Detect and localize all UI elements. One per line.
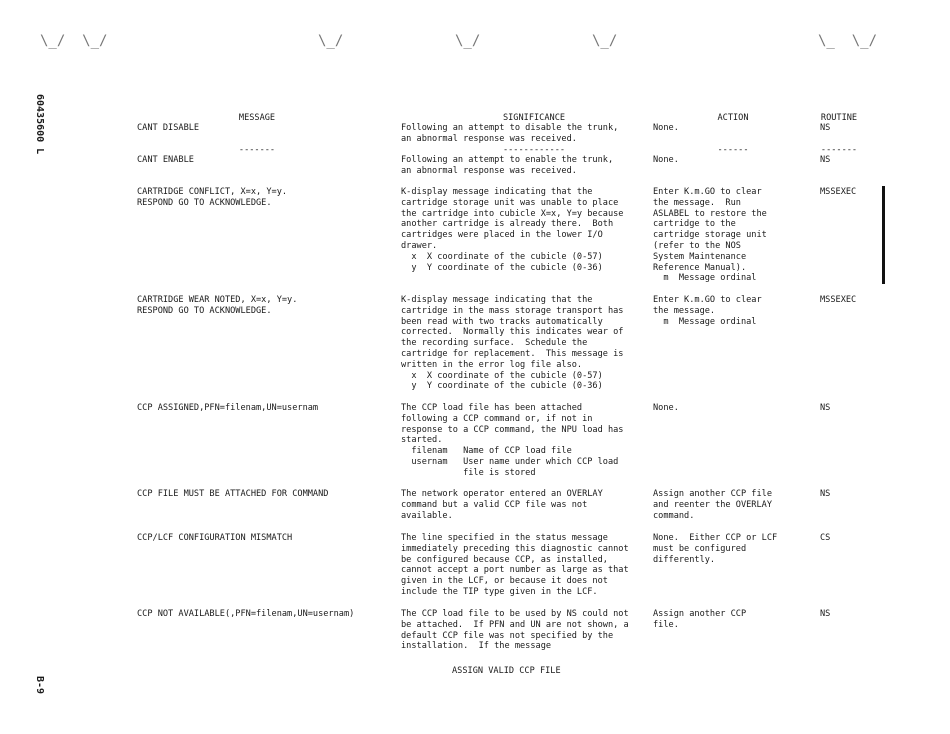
text-line: The CCP load file to be used by NS could not [401,609,629,619]
text-line: be attached. If PFN and UN are not shown, a [401,619,629,630]
routine-cell: CS [820,533,831,543]
text-line: filenam Name of CCP load file [401,446,572,457]
action-cell [653,489,813,521]
text-line: include the TIP type given in the LCF. [401,586,598,597]
text-line: installation. If the message [401,641,552,652]
text-line: following a CCP command or, if not in [401,413,593,424]
message-cell [137,155,397,166]
significance-cell [401,295,646,392]
text-line: CCP NOT AVAILABLE(,PFN=filenam,UN=usernam) [137,609,355,619]
page-number: B-9 [34,676,45,695]
header-significance: SIGNIFICANCE ------------ [502,112,566,155]
message-cell [137,123,397,134]
text-line: cartridges were placed in the lower I/O [401,230,603,241]
text-line: x X coordinate of the cubicle (0-57) [401,251,603,262]
text-line: None. Either CCP or LCF [653,533,778,543]
routine-cell: MSSEXEC [820,295,857,305]
text-line: written in the error log file also. [401,359,583,370]
text-line: corrected. Normally this indicates wear of [401,327,624,338]
text-line: RESPOND GO TO ACKNOWLEDGE. [137,305,272,316]
text-line: Assign another CCP [653,609,747,619]
significance-cell [401,403,646,479]
text-line: x X coordinate of the cubicle (0-57) [401,370,603,381]
message-cell [137,295,397,317]
routine-cell: MSSEXEC [820,187,857,197]
header-message: MESSAGE ------- [238,112,276,155]
text-line: be configured because CCP, as installed, [401,554,608,565]
action-cell [653,609,813,631]
significance-cell [401,533,646,598]
text-line: must be configured [653,543,747,554]
text-line: file is stored [401,467,536,478]
text-line: usernam User name under which CCP load [401,456,619,467]
change-bar [882,186,885,284]
routine-cell: NS [820,609,831,619]
action-cell [653,123,813,134]
text-line: the message. [653,305,716,316]
significance-cell [401,489,646,521]
text-line: System Maintenance [653,251,747,262]
text-line: The network operator entered an OVERLAY [401,489,603,499]
text-line: an abnormal response was received. [401,165,577,176]
text-line: CARTRIDGE WEAR NOTED, X=x, Y=y. [137,295,298,305]
routine-cell: NS [820,155,831,165]
action-cell [653,403,813,414]
text-line: drawer. [401,240,438,251]
text-line: Assign another CCP file [653,489,772,499]
header-action: ACTION ------ [717,112,749,155]
text-line: the message. Run [653,197,741,208]
text-line: an abnormal response was received. [401,133,577,144]
text-line: command but a valid CCP file was not [401,499,588,510]
text-line: m Message ordinal [653,316,757,327]
text-line: cartridge in the mass storage transport has [401,305,624,316]
action-cell [653,187,813,284]
text-line: another cartridge is already there. Both [401,219,614,230]
action-cell [653,295,813,327]
text-line: cartridge storage unit was unable to place [401,197,619,208]
text-line: None. [653,155,679,165]
text-line: (refer to the NOS [653,240,741,251]
text-line: Reference Manual). [653,262,747,273]
message-cell [137,403,397,414]
routine-cell: NS [820,403,831,413]
text-line: RESPOND GO TO ACKNOWLEDGE. [137,197,272,208]
footer-continuation: ASSIGN VALID CCP FILE [452,666,561,676]
text-line: differently. [653,554,716,565]
text-line: and reenter the OVERLAY [653,499,772,510]
text-line: been read with two tracks automatically [401,316,603,327]
text-line: started. [401,435,443,446]
binder-mark-4: \_/ [592,33,618,49]
text-line: K-display message indicating that the [401,187,593,197]
significance-cell [401,155,646,177]
text-line: CCP ASSIGNED,PFN=filenam,UN=usernam [137,403,319,413]
text-line: CANT ENABLE [137,155,194,165]
text-line: CCP FILE MUST BE ATTACHED FOR COMMAND [137,489,329,499]
text-line: None. [653,123,679,133]
text-line: ASLABEL to restore the [653,208,767,219]
header-routine: ROUTINE ------- [820,112,858,155]
message-cell [137,187,397,209]
text-line: command. [653,510,695,521]
message-cell [137,609,397,620]
text-line: given in the LCF, or because it does not [401,576,608,587]
text-line: cartridge storage unit [653,230,767,241]
text-line: m Message ordinal [653,273,757,284]
action-cell [653,155,813,166]
text-line: CANT DISABLE [137,123,200,133]
significance-cell [401,187,646,273]
message-cell [137,489,397,500]
routine-cell: NS [820,123,831,133]
text-line: None. [653,403,679,413]
text-line: cartridge for replacement. This message is [401,348,624,359]
text-line: cartridge to the [653,219,736,230]
text-line: cannot accept a port number as large as that [401,565,629,576]
text-line: K-display message indicating that the [401,295,593,305]
binder-mark-1: \_/ \_/ [40,33,108,49]
text-line: CARTRIDGE CONFLICT, X=x, Y=y. [137,187,288,197]
significance-cell [401,123,646,145]
binder-mark-5: \_ \_/ [818,33,878,49]
document-number: 60435600 L [34,94,45,155]
routine-cell: NS [820,489,831,499]
text-line: y Y coordinate of the cubicle (0-36) [401,381,603,392]
text-line: response to a CCP command, the NPU load has [401,424,624,435]
text-line: default CCP file was not specified by the [401,630,614,641]
text-line: file. [653,619,679,630]
binder-mark-3: \_/ [455,33,481,49]
text-line: y Y coordinate of the cubicle (0-36) [401,262,603,273]
text-line: Enter K.m.GO to clear [653,187,762,197]
text-line: The CCP load file has been attached [401,403,583,413]
action-cell [653,533,813,565]
significance-cell [401,609,646,652]
text-line: Enter K.m.GO to clear [653,295,762,305]
text-line: The line specified in the status message [401,533,608,543]
text-line: available. [401,510,453,521]
text-line: Following an attempt to disable the trunk, [401,123,619,133]
text-line: CCP/LCF CONFIGURATION MISMATCH [137,533,293,543]
binder-mark-2: \_/ [318,33,344,49]
text-line: immediately preceding this diagnostic cannot [401,543,629,554]
text-line: Following an attempt to enable the trunk, [401,155,614,165]
message-cell [137,533,397,544]
text-line: the recording surface. Schedule the [401,338,588,349]
text-line: the cartridge into cubicle X=x, Y=y because [401,208,624,219]
